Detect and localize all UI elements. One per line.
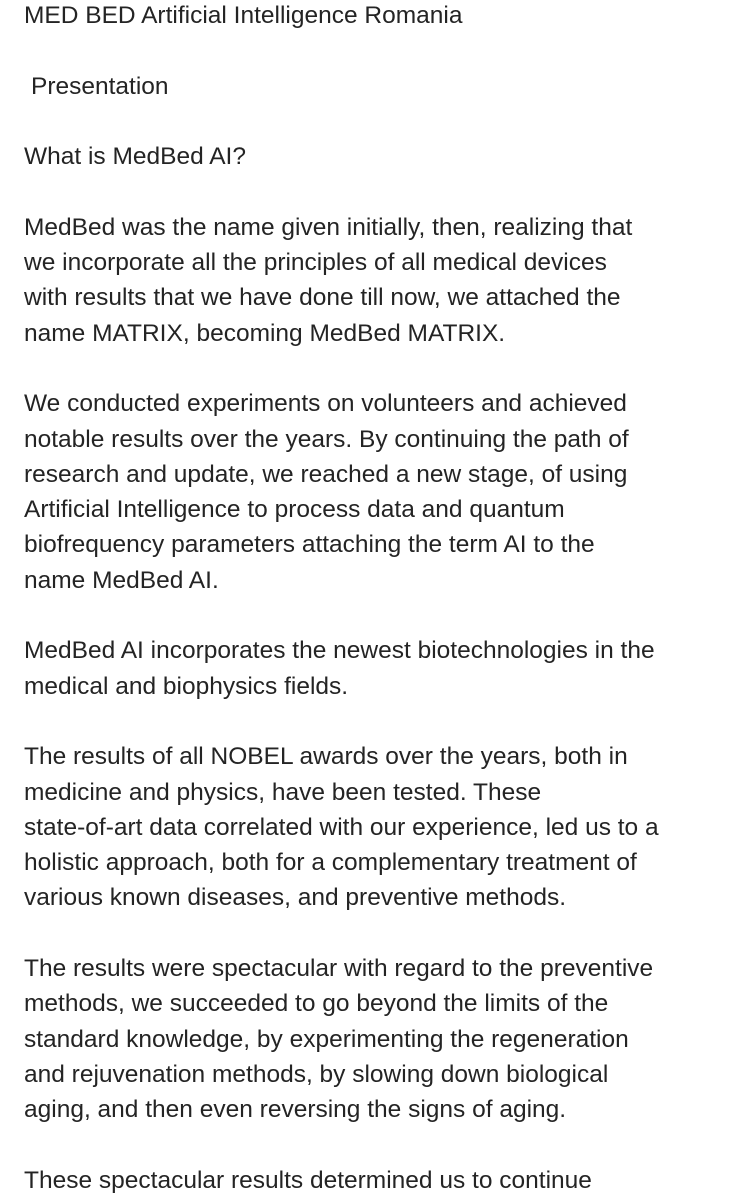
spacer bbox=[24, 174, 724, 209]
paragraph-line: research and update, we reached a new stage, of using bbox=[24, 460, 628, 488]
paragraph-line: we incorporate all the principles of all medical devices bbox=[24, 249, 607, 277]
paragraph-line: aging, and then even reversing the signs of aging. bbox=[24, 1096, 567, 1124]
paragraph-line: Artificial Intelligence to process data and quantum bbox=[24, 496, 565, 524]
paragraph-line: The results of all NOBEL awards over the years, both in bbox=[24, 743, 628, 771]
paragraph-line: notable results over the years. By continuing the path of bbox=[24, 425, 629, 453]
paragraph-line: various known diseases, and preventive methods. bbox=[24, 884, 567, 912]
document-title: MED BED Artificial Intelligence Romania bbox=[24, 2, 463, 29]
spacer bbox=[24, 104, 724, 139]
paragraph-line: name MedBed AI. bbox=[24, 566, 219, 594]
document-body bbox=[24, 0, 724, 1198]
spacer bbox=[24, 33, 724, 68]
paragraph-line: biofrequency parameters attaching the term AI to the bbox=[24, 531, 595, 559]
section-question: What is MedBed AI? bbox=[24, 143, 246, 171]
paragraph bbox=[24, 739, 724, 915]
spacer bbox=[24, 704, 724, 739]
paragraph bbox=[24, 210, 724, 351]
paragraph bbox=[24, 386, 724, 598]
paragraph bbox=[24, 1163, 724, 1198]
paragraph bbox=[24, 633, 724, 704]
paragraph-line: The results were spectacular with regard to the preventive bbox=[24, 955, 654, 983]
paragraph-line: MedBed AI incorporates the newest biotechnologies in the bbox=[24, 637, 655, 665]
paragraph-line: MedBed was the name given initially, then, realizing that bbox=[24, 213, 633, 241]
paragraph-line: holistic approach, both for a complementary treatment of bbox=[24, 849, 637, 877]
paragraph-line: standard knowledge, by experimenting the regeneration bbox=[24, 1025, 629, 1053]
document-subtitle: Presentation bbox=[31, 72, 169, 100]
paragraph-line: name MATRIX, becoming MedBed MATRIX. bbox=[24, 319, 506, 347]
paragraph-line: These spectacular results determined us to continue bbox=[24, 1166, 592, 1194]
paragraph-line: medical and biophysics fields. bbox=[24, 672, 349, 700]
paragraph bbox=[24, 951, 724, 1127]
paragraph-line: We conducted experiments on volunteers and achieved bbox=[24, 390, 627, 418]
spacer bbox=[24, 598, 724, 633]
paragraph-line: and rejuvenation methods, by slowing down biological bbox=[24, 1060, 609, 1088]
spacer bbox=[24, 916, 724, 951]
paragraph-line: with results that we have done till now, we attached the bbox=[24, 284, 621, 312]
spacer bbox=[24, 1128, 724, 1163]
paragraph-line: state-of-art data correlated with our experience, led us to a bbox=[24, 813, 659, 841]
paragraph-line: methods, we succeeded to go beyond the limits of the bbox=[24, 990, 609, 1018]
spacer bbox=[24, 351, 724, 386]
paragraph-line: medicine and physics, have been tested. These bbox=[24, 778, 542, 806]
